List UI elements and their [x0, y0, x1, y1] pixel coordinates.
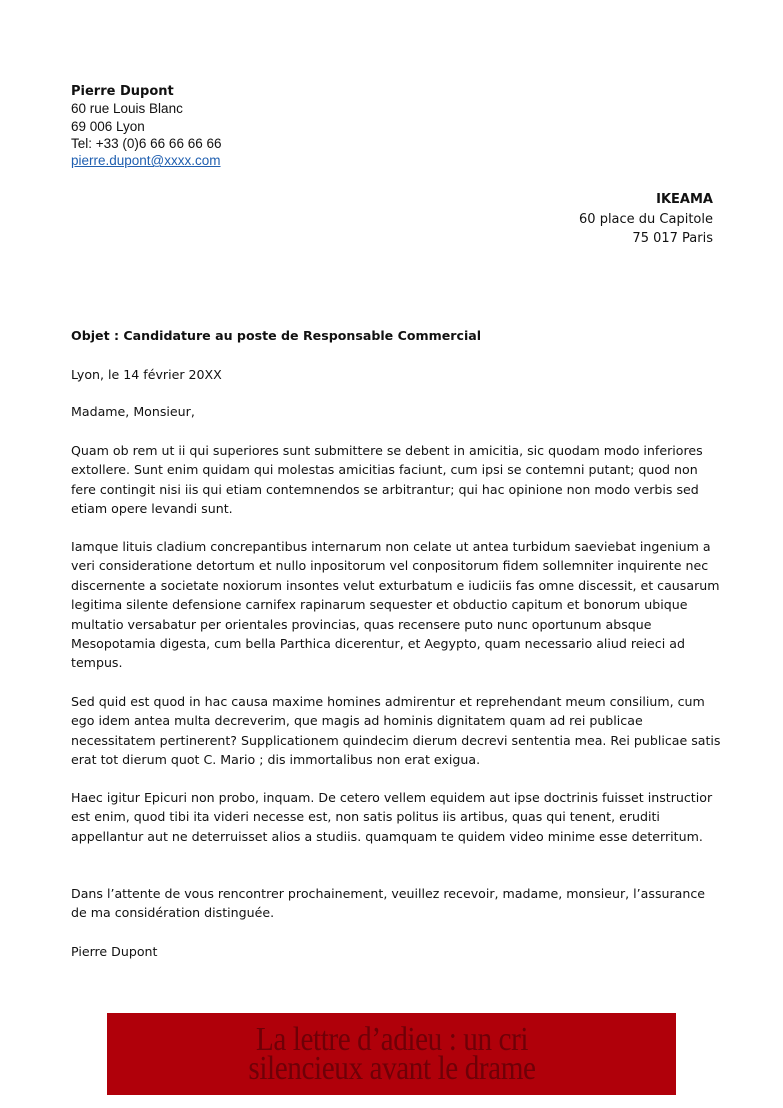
- sender-address-line2: 69 006 Lyon: [71, 118, 145, 134]
- sender-name: Pierre Dupont: [71, 84, 174, 99]
- letter-subject: Objet : Candidature au poste de Responsable Commercial: [71, 328, 482, 343]
- letter-paragraph: Sed quid est quod in hac causa maxime homines admirentur et reprehendant meum consilium, cum ego idem antea multa decreverim, que magis ad hominis dignitatem quam ad rei publicae necessitatem pertinerent? Supplicationem quindecim dierum decrevi sententia mea. Rei publicae satis erat tot dierum quot C. Mario ; dis immortalibus non erat exigua.: [71, 694, 721, 768]
- article-title-banner[interactable]: [107, 1013, 676, 1095]
- letter-paragraph: Quam ob rem ut ii qui superiores sunt submittere se debent in amicitia, sic quodam modo inferiores extollere. Sunt enim quidam qui molestas amicitias faciunt, cum ipsi se contemni putant; quod non fere contingit nisi iis qui etiam contemnendos se arbitrantur; qui hac opinione non modo verbis sed etiam opere levandi sunt.: [71, 443, 703, 517]
- letter-closing-paragraph: Dans l’attente de vous rencontrer prochainement, veuillez recevoir, madame, monsieur, l’assurance de ma considération distinguée.: [71, 886, 706, 921]
- recipient-company: IKEAMA: [656, 192, 713, 207]
- letter-paragraph: Iamque lituis cladium concrepantibus internarum non celate ut antea turbidum saeviebat ingenium a veri consideratione detortum et nullo inpositorum vel conpositorum fidem sollemniter inquirente nec discernente a societate noxiorum insontes velut exturbatum e iudiciis fas omne discessit, et causarum legitima silente defensione carnifex rapinarum sequester et obductio capitum et bonorum ubique multatio versabatur per orientales provincias, quas recensere puto nunc oportunum absque Mesopotamia digesta, cum bella Parthica dicerentur, et Aegypto, quam necessario aliud reieci ad tempus.: [71, 539, 720, 671]
- article-title: La lettre d’adieu : un cri silencieux avant le drame: [247, 1021, 536, 1087]
- letter-paragraph: Haec igitur Epicuri non probo, inquam. De cetero vellem equidem aut ipse doctrinis fuisset instructior est enim, quod tibi ita videri necesse est, non satis politus iis artibus, quas qui tenent, eruditi appellantur aut ne deterruisset alios a studiis. quamquam te quidem video minime esse deterritum.: [71, 790, 713, 844]
- letter-date: Lyon, le 14 février 20XX: [71, 367, 222, 382]
- letter-salutation: Madame, Monsieur,: [71, 404, 195, 419]
- sender-phone: Tel: +33 (0)6 66 66 66 66: [71, 135, 222, 151]
- recipient-block: [579, 190, 713, 249]
- sender-email-link[interactable]: pierre.dupont@xxxx.com: [71, 153, 221, 169]
- letter-signature: Pierre Dupont: [71, 944, 158, 959]
- recipient-address-line2: 75 017 Paris: [632, 231, 713, 246]
- sender-address-line1: 60 rue Louis Blanc: [71, 101, 183, 117]
- recipient-address-line1: 60 place du Capitole: [579, 211, 713, 227]
- sender-block: [71, 83, 221, 169]
